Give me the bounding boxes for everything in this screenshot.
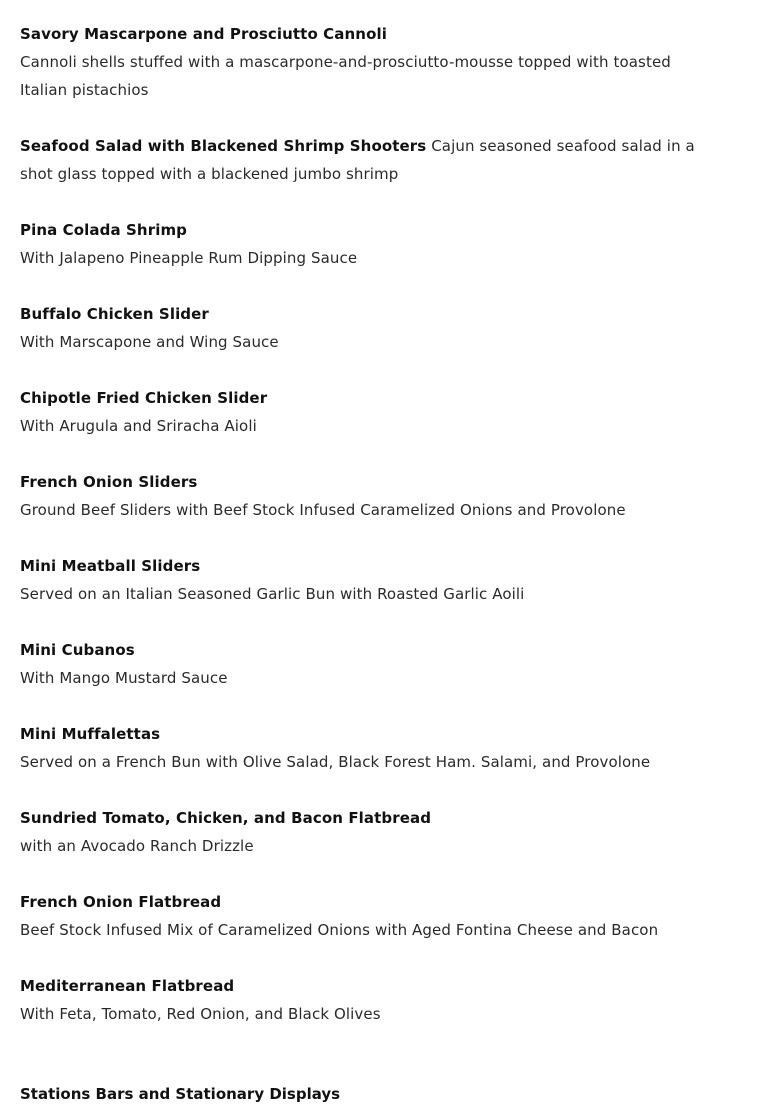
menu-item-description: Served on an Italian Seasoned Garlic Bun with Roasted Garlic Aoili: [20, 585, 525, 603]
menu-item-description: With Jalapeno Pineapple Rum Dipping Sauce: [20, 249, 358, 267]
menu-item-name: Mini Muffalettas: [20, 725, 161, 743]
menu-item-name: Pina Colada Shrimp: [20, 221, 188, 239]
menu-item-seafood-salad-shooters: [20, 132, 720, 188]
menu-item-mediterranean-flatbread: [20, 972, 720, 1028]
menu-item-name: Chipotle Fried Chicken Slider: [20, 389, 268, 407]
menu-item-description: With Marscapone and Wing Sauce: [20, 333, 279, 351]
menu-item-cannoli: [20, 20, 720, 104]
menu-item-french-onion-flatbread: [20, 888, 720, 944]
menu-item-meatball-sliders: [20, 552, 720, 608]
menu-item-description: Beef Stock Infused Mix of Caramelized Onions with Aged Fontina Cheese and Bacon: [20, 921, 659, 939]
menu-item-name: Mini Cubanos: [20, 641, 135, 659]
menu-item-description: Cannoli shells stuffed with a mascarpone-and-prosciutto-mousse topped with toasted Italian pistachios: [20, 53, 671, 99]
menu-item-description: Ground Beef Sliders with Beef Stock Infused Caramelized Onions and Provolone: [20, 501, 626, 519]
section-heading: Stations Bars and Stationary Displays: [20, 1085, 341, 1103]
menu-item-name: French Onion Sliders: [20, 473, 198, 491]
menu-item-description: With Feta, Tomato, Red Onion, and Black Olives: [20, 1005, 381, 1023]
menu-item-buffalo-chicken-slider: [20, 300, 720, 356]
menu-item-name: Mediterranean Flatbread: [20, 977, 235, 995]
menu-item-description: Served on a French Bun with Olive Salad, Black Forest Ham. Salami, and Provolone: [20, 753, 651, 771]
menu-item-name: Seafood Salad with Blackened Shrimp Shooters: [20, 137, 427, 155]
menu-item-name: Sundried Tomato, Chicken, and Bacon Flatbread: [20, 809, 432, 827]
menu-item-name: Savory Mascarpone and Prosciutto Cannoli: [20, 25, 387, 43]
menu-item-pina-colada-shrimp: [20, 216, 720, 272]
menu-item-description: With Mango Mustard Sauce: [20, 669, 228, 687]
menu-item-chipotle-chicken-slider: [20, 384, 720, 440]
menu-item-name: Mini Meatball Sliders: [20, 557, 201, 575]
menu-item-name: Buffalo Chicken Slider: [20, 305, 209, 323]
menu-item-description: With Arugula and Sriracha Aioli: [20, 417, 257, 435]
menu-item-mini-muffalettas: [20, 720, 720, 776]
menu-item-description: with an Avocado Ranch Drizzle: [20, 837, 254, 855]
menu-item-french-onion-sliders: [20, 468, 720, 524]
menu-item-sundried-tomato-flatbread: [20, 804, 720, 860]
menu-item-mini-cubanos: [20, 636, 720, 692]
menu-item-description: Cajun seasoned seafood salad in a shot glass topped with a blackened jumbo shrimp: [20, 137, 695, 183]
menu-item-name: French Onion Flatbread: [20, 893, 222, 911]
